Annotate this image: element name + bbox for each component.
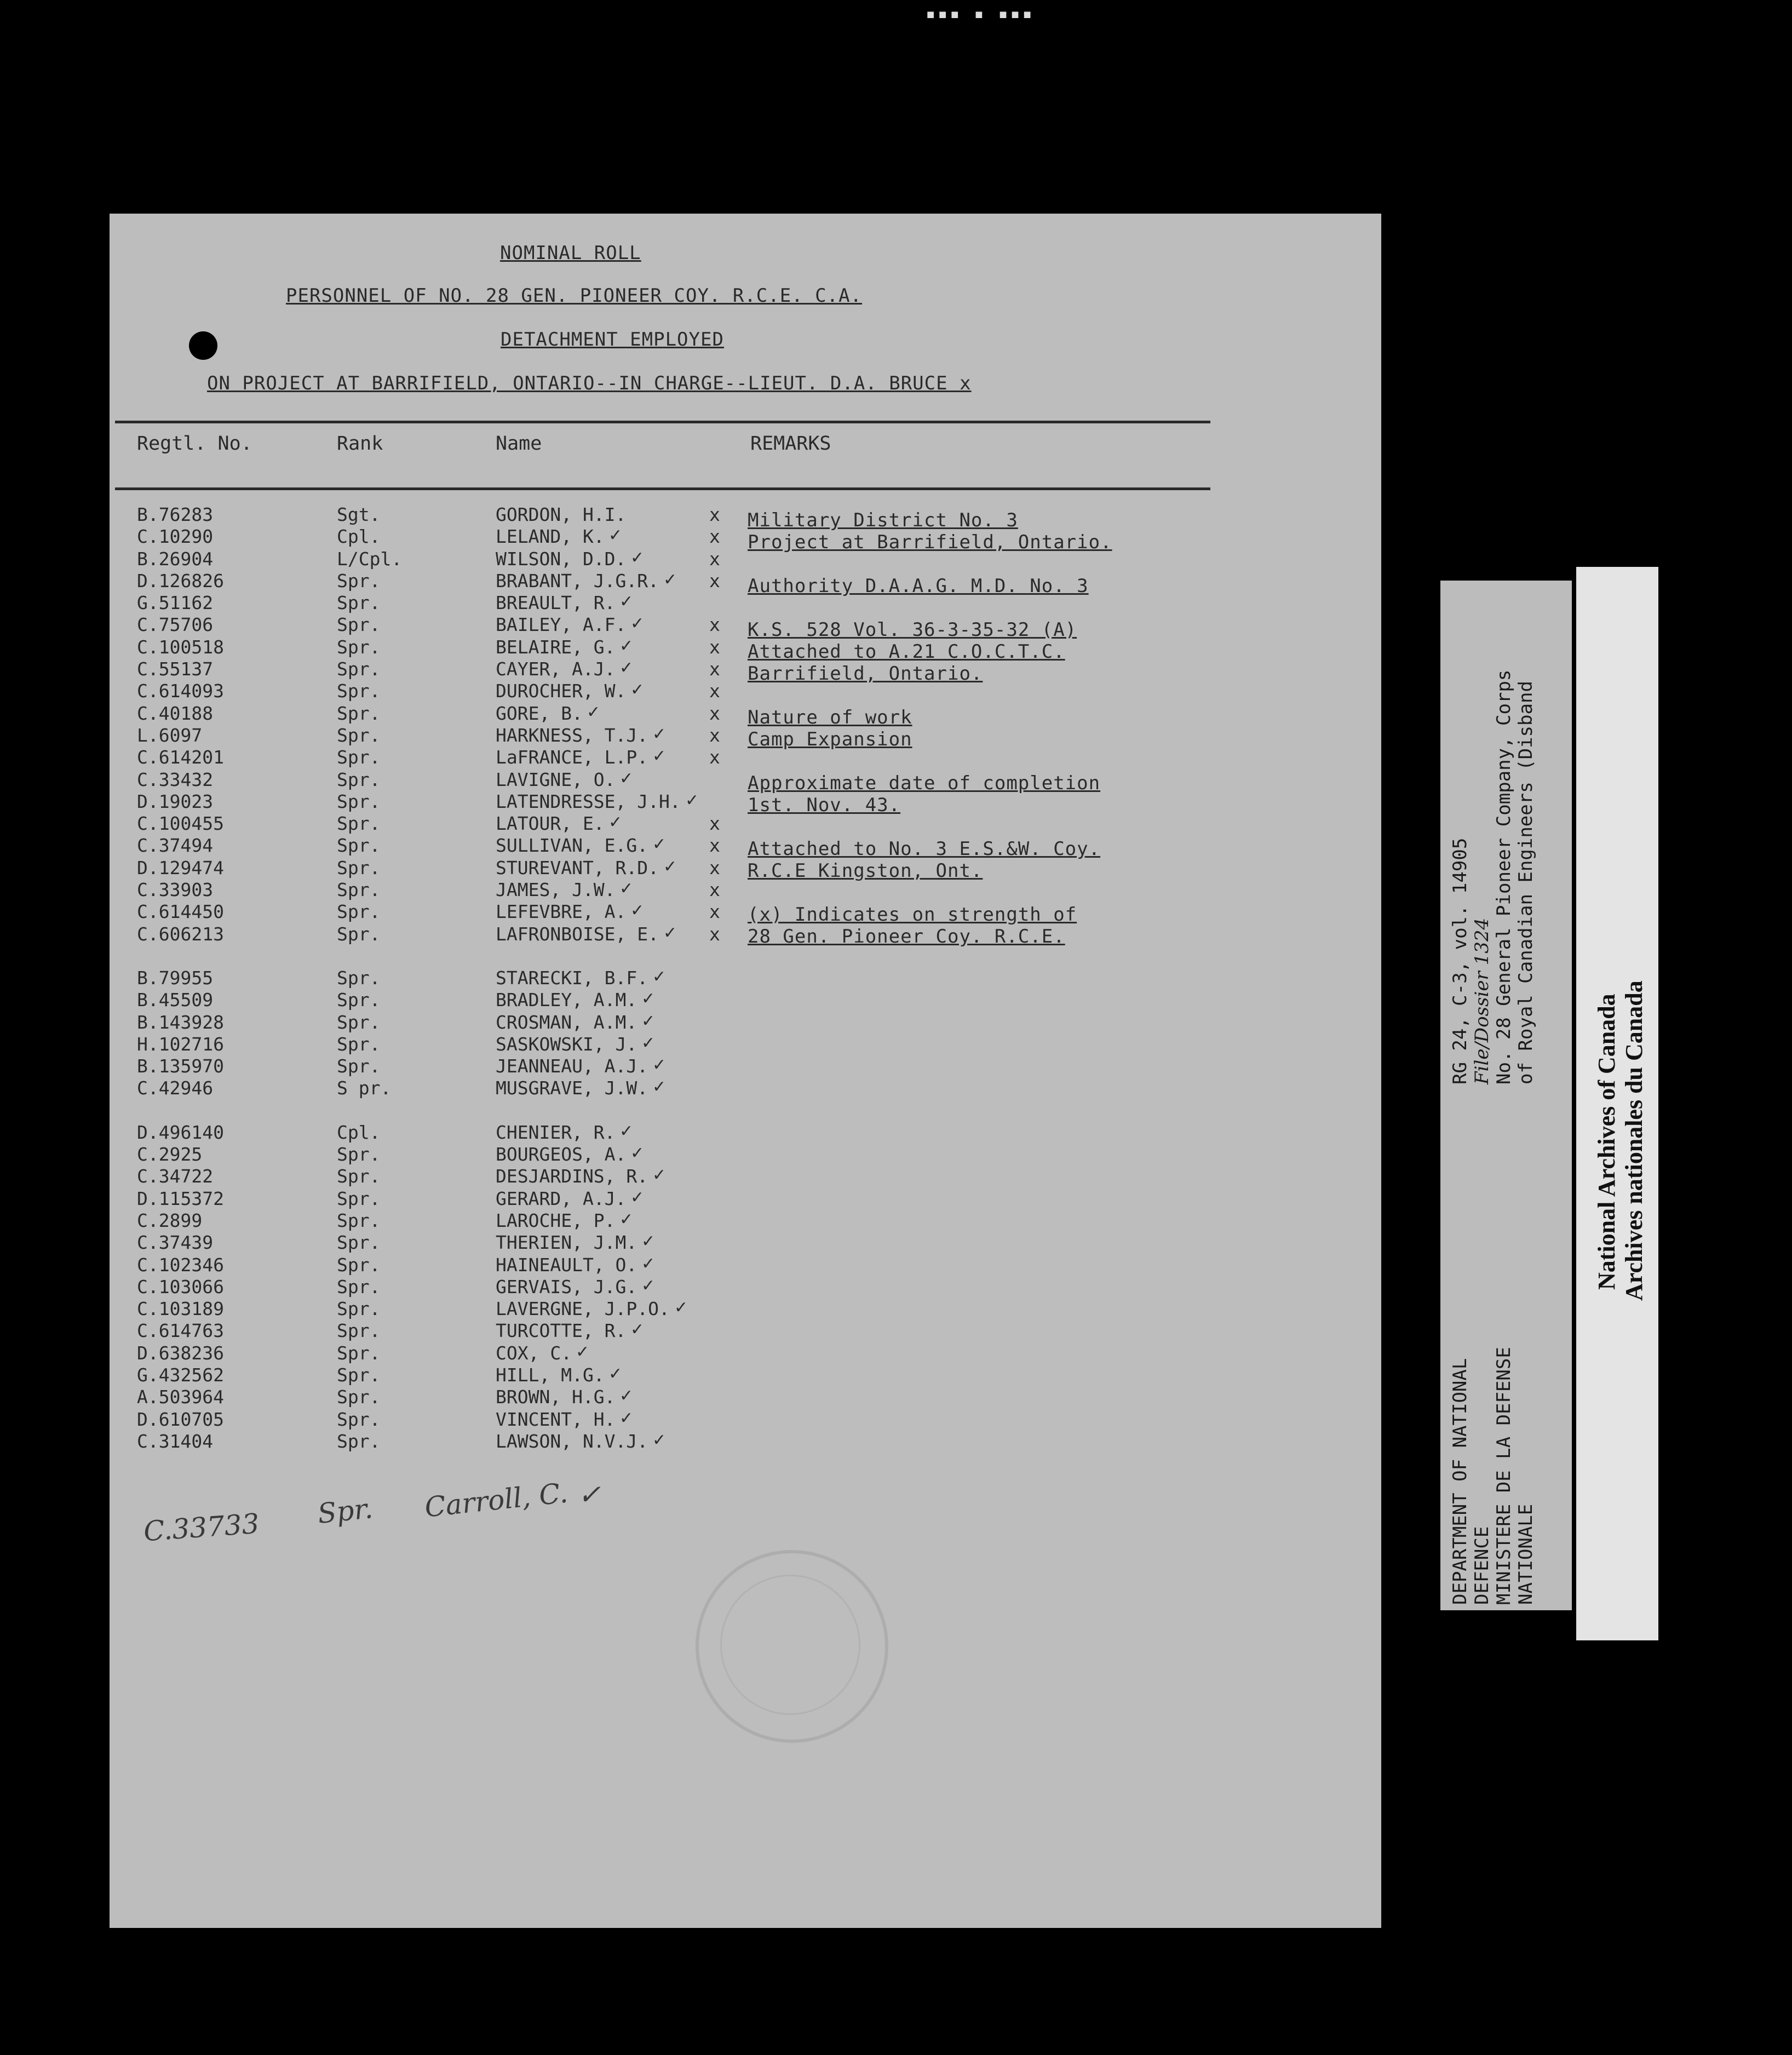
check-mark-icon: ✓	[630, 1188, 645, 1207]
name-cell: LAWSON, N.V.J.	[496, 1431, 648, 1452]
strength-mark: x	[709, 835, 720, 856]
table-row	[110, 923, 745, 945]
check-mark-icon: ✓	[652, 1077, 667, 1097]
regtl-no-cell: C.33903	[137, 879, 214, 900]
strength-mark: x	[709, 658, 720, 680]
check-mark-icon: ✓	[652, 1166, 667, 1185]
regtl-no-cell: B.135970	[137, 1055, 224, 1077]
rank-cell: Spr.	[337, 725, 381, 746]
table-row	[110, 1320, 745, 1342]
table-row	[110, 504, 745, 526]
regtl-no-cell: C.614763	[137, 1320, 224, 1341]
name-cell: WILSON, D.D.	[496, 548, 627, 570]
table-row	[110, 1342, 745, 1364]
remark-line: K.S. 528 Vol. 36-3-35-32 (A)	[748, 619, 1077, 641]
rank-cell: Spr.	[337, 901, 381, 922]
header-rule-top	[115, 421, 1210, 423]
strength-mark: x	[709, 548, 720, 570]
table-row	[110, 680, 745, 702]
regtl-no-cell: B.143928	[137, 1012, 224, 1033]
check-mark-icon: ✓	[663, 857, 677, 876]
strength-mark: x	[709, 703, 720, 724]
check-mark-icon: ✓	[663, 570, 677, 589]
handwritten-name: Carroll, C.	[423, 1477, 570, 1524]
check-mark-icon: ✓	[619, 1210, 634, 1229]
check-mark-icon: ✓	[619, 879, 634, 898]
regtl-no-cell: B.45509	[137, 989, 214, 1011]
regtl-no-cell: C.75706	[137, 614, 214, 635]
remark-line: Authority D.A.A.G. M.D. No. 3	[748, 575, 1089, 597]
table-row	[110, 658, 745, 680]
strength-mark: x	[709, 813, 720, 834]
table-row	[110, 1055, 745, 1077]
name-cell: DUROCHER, W.	[496, 680, 627, 702]
table-row	[110, 548, 745, 570]
table-row	[110, 1077, 745, 1099]
strength-mark: x	[709, 747, 720, 768]
rank-cell: Spr.	[337, 813, 381, 834]
archives-name-fr: Archives nationales du Canada	[1621, 980, 1647, 1301]
name-cell: LaFRANCE, L.P.	[496, 747, 648, 768]
strength-mark: x	[709, 526, 720, 547]
check-mark-icon: ✓	[619, 769, 634, 788]
table-row	[110, 1364, 745, 1386]
remark-line: (x) Indicates on strength of	[748, 904, 1077, 926]
handwritten-check: ✓	[578, 1479, 601, 1511]
department-line-4: NATIONALE	[1515, 1503, 1537, 1605]
table-row	[110, 769, 745, 791]
table-row	[110, 1012, 745, 1034]
regtl-no-cell: G.432562	[137, 1364, 224, 1386]
strength-mark: x	[709, 504, 720, 525]
strength-mark: x	[709, 923, 720, 945]
remark-line: Military District No. 3	[748, 509, 1018, 531]
name-cell: LAROCHE, P.	[496, 1210, 616, 1231]
regtl-no-cell: B.79955	[137, 967, 214, 989]
name-cell: THERIEN, J.M.	[496, 1232, 637, 1253]
department-line-3: MINISTERE DE LA DEFENSE	[1493, 1347, 1515, 1605]
name-cell: BRADLEY, A.M.	[496, 989, 637, 1011]
rank-cell: Spr.	[337, 680, 381, 702]
name-cell: BREAULT, R.	[496, 592, 616, 613]
regtl-no-cell: D.610705	[137, 1409, 224, 1430]
check-mark-icon: ✓	[608, 526, 623, 545]
check-mark-icon: ✓	[652, 725, 667, 744]
archives-name-en: National Archives of Canada	[1593, 994, 1620, 1290]
rank-cell: Spr.	[337, 1055, 381, 1077]
remark-line: Barrifield, Ontario.	[748, 663, 983, 685]
name-cell: GERARD, A.J.	[496, 1188, 627, 1209]
rank-cell: Cpl.	[337, 526, 381, 547]
rank-cell: Spr.	[337, 835, 381, 856]
check-mark-icon: ✓	[652, 747, 667, 766]
table-row	[110, 835, 745, 857]
check-mark-icon: ✓	[630, 548, 645, 567]
rank-cell: Spr.	[337, 570, 381, 592]
check-mark-icon: ✓	[652, 1431, 667, 1450]
strength-mark: x	[709, 614, 720, 635]
rank-cell: Spr.	[337, 1431, 381, 1452]
name-cell: CAYER, A.J.	[496, 658, 616, 680]
rank-cell: Spr.	[337, 658, 381, 680]
table-row	[110, 1188, 745, 1210]
regtl-no-cell: C.2899	[137, 1210, 203, 1231]
name-cell: HARKNESS, T.J.	[496, 725, 648, 746]
detachment-heading: DETACHMENT EMPLOYED	[501, 329, 724, 351]
check-mark-icon: ✓	[652, 1055, 667, 1075]
check-mark-icon: ✓	[630, 1144, 645, 1163]
check-mark-icon: ✓	[641, 989, 656, 1008]
check-mark-icon: ✓	[619, 1386, 634, 1405]
name-cell: DESJARDINS, R.	[496, 1166, 648, 1187]
document-page	[110, 214, 1381, 1928]
rank-cell: Spr.	[337, 614, 381, 635]
name-cell: LATOUR, E.	[496, 813, 605, 834]
column-name: Name	[496, 433, 542, 455]
rank-cell: Spr.	[337, 1232, 381, 1253]
rank-cell: Spr.	[337, 1166, 381, 1187]
check-mark-icon: ✓	[663, 923, 677, 943]
table-row	[110, 592, 745, 614]
check-mark-icon: ✓	[619, 1122, 634, 1141]
header-rule-bottom	[115, 487, 1210, 490]
name-cell: SULLIVAN, E.G.	[496, 835, 648, 856]
rank-cell: Spr.	[337, 592, 381, 613]
rank-cell: Spr.	[337, 967, 381, 989]
regtl-no-cell: B.26904	[137, 548, 214, 570]
regtl-no-cell: C.614450	[137, 901, 224, 922]
column-remarks: REMARKS	[750, 433, 831, 455]
regtl-no-cell: H.102716	[137, 1034, 224, 1055]
rank-cell: Spr.	[337, 923, 381, 945]
name-cell: COX, C.	[496, 1342, 572, 1364]
strength-mark: x	[709, 570, 720, 592]
remark-line: Camp Expansion	[748, 728, 912, 750]
regtl-no-cell: D.129474	[137, 857, 224, 879]
regtl-no-cell: C.33432	[137, 769, 214, 790]
check-mark-icon: ✓	[630, 1320, 645, 1339]
rank-cell: Spr.	[337, 747, 381, 768]
department-line-2: DEFENCE	[1471, 1526, 1493, 1605]
reference-line-4: of Royal Canadian Engineers (Disband	[1515, 681, 1537, 1084]
name-cell: VINCENT, H.	[496, 1409, 616, 1430]
name-cell: HAINEAULT, O.	[496, 1254, 637, 1276]
regtl-no-cell: A.503964	[137, 1386, 224, 1408]
table-row	[110, 1254, 745, 1276]
check-mark-icon: ✓	[619, 592, 634, 611]
rank-cell: Spr.	[337, 989, 381, 1011]
remark-line: Attached to No. 3 E.S.&W. Coy.	[748, 838, 1101, 860]
table-row	[110, 1210, 745, 1232]
regtl-no-cell: L.6097	[137, 725, 203, 746]
rank-cell: Spr.	[337, 1386, 381, 1408]
strength-mark: x	[709, 680, 720, 702]
table-row	[110, 989, 745, 1011]
table-row	[110, 1298, 745, 1320]
regtl-no-cell: C.606213	[137, 923, 224, 945]
check-mark-icon: ✓	[652, 967, 667, 986]
name-cell: LATENDRESSE, J.H.	[496, 791, 681, 812]
regtl-no-cell: C.40188	[137, 703, 214, 724]
project-heading: ON PROJECT AT BARRIFIELD, ONTARIO--IN CHARGE--LIEUT. D.A. BRUCE x	[207, 372, 972, 394]
reference-line-2: File/Dossier 1324	[1471, 917, 1493, 1084]
name-cell: BAILEY, A.F.	[496, 614, 627, 635]
film-edge-marks: ▪▪▪ ▪ ▪▪▪	[926, 4, 1035, 24]
department-line-1: DEPARTMENT OF NATIONAL	[1449, 1358, 1471, 1605]
table-row	[110, 1166, 745, 1187]
rank-cell: Spr.	[337, 1342, 381, 1364]
name-cell: LAFRONBOISE, E.	[496, 923, 659, 945]
table-row	[110, 791, 745, 813]
check-mark-icon: ✓	[641, 1034, 656, 1053]
check-mark-icon: ✓	[619, 636, 634, 656]
name-cell: LELAND, K.	[496, 526, 605, 547]
rank-cell: Spr.	[337, 769, 381, 790]
name-cell: BROWN, H.G.	[496, 1386, 616, 1408]
check-mark-icon: ✓	[576, 1342, 590, 1362]
reference-line-3: No. 28 General Pioneer Company, Corps	[1493, 669, 1515, 1084]
table-row	[110, 1122, 745, 1144]
column-regtl-no: Regtl. No.	[137, 433, 252, 455]
check-mark-icon: ✓	[641, 1276, 656, 1295]
name-cell: HILL, M.G.	[496, 1364, 605, 1386]
rank-cell: Spr.	[337, 879, 381, 900]
check-mark-icon: ✓	[630, 614, 645, 633]
strength-mark: x	[709, 636, 720, 658]
remark-line: R.C.E Kingston, Ont.	[748, 860, 983, 882]
name-cell: LAVIGNE, O.	[496, 769, 616, 790]
check-mark-icon: ✓	[641, 1012, 656, 1031]
remark-line: 28 Gen. Pioneer Coy. R.C.E.	[748, 926, 1065, 948]
check-mark-icon: ✓	[641, 1232, 656, 1251]
name-cell: MUSGRAVE, J.W.	[496, 1077, 648, 1099]
table-row	[110, 1144, 745, 1166]
strength-mark: x	[709, 879, 720, 900]
rank-cell: Spr.	[337, 1320, 381, 1341]
name-cell: JEANNEAU, A.J.	[496, 1055, 648, 1077]
table-row	[110, 1431, 745, 1453]
remark-line: Approximate date of completion	[748, 772, 1101, 794]
doc-title: NOMINAL ROLL	[500, 242, 641, 264]
regtl-no-cell: C.10290	[137, 526, 214, 547]
table-row	[110, 857, 745, 879]
rank-cell: Spr.	[337, 1144, 381, 1165]
regtl-no-cell: C.103189	[137, 1298, 224, 1319]
regtl-no-cell: C.100455	[137, 813, 224, 834]
table-row	[110, 614, 745, 636]
regtl-no-cell: C.34722	[137, 1166, 214, 1187]
archive-reference-label	[1440, 581, 1572, 1610]
table-row	[110, 570, 745, 592]
regtl-no-cell: C.102346	[137, 1254, 224, 1276]
rank-cell: Spr.	[337, 703, 381, 724]
rank-cell: Spr.	[337, 1298, 381, 1319]
name-cell: STUREVANT, R.D.	[496, 857, 659, 879]
check-mark-icon: ✓	[619, 658, 634, 678]
name-cell: GORE, B.	[496, 703, 583, 724]
check-mark-icon: ✓	[652, 835, 667, 854]
strength-mark: x	[709, 725, 720, 746]
regtl-no-cell: C.42946	[137, 1077, 214, 1099]
regtl-no-cell: C.614201	[137, 747, 224, 768]
rank-cell: Spr.	[337, 1012, 381, 1033]
table-row	[110, 747, 745, 768]
rank-cell: Sgt.	[337, 504, 381, 525]
rank-cell: Spr.	[337, 1254, 381, 1276]
regtl-no-cell: C.37439	[137, 1232, 214, 1253]
rank-cell: S pr.	[337, 1077, 392, 1099]
table-row	[110, 725, 745, 747]
regtl-no-cell: C.100518	[137, 636, 224, 658]
regtl-no-cell: G.51162	[137, 592, 214, 613]
table-row	[110, 901, 745, 923]
regtl-no-cell: D.115372	[137, 1188, 224, 1209]
regtl-no-cell: C.31404	[137, 1431, 214, 1452]
remark-line: Project at Barrifield, Ontario.	[748, 531, 1112, 553]
regtl-no-cell: C.2925	[137, 1144, 203, 1165]
strength-mark: x	[709, 901, 720, 922]
handwritten-regtl-no: C.33733	[142, 1507, 261, 1548]
rank-cell: Spr.	[337, 1409, 381, 1430]
name-cell: CROSMAN, A.M.	[496, 1012, 637, 1033]
name-cell: LAVERGNE, J.P.O.	[496, 1298, 670, 1319]
table-row	[110, 1232, 745, 1254]
check-mark-icon: ✓	[685, 791, 699, 810]
rank-cell: Spr.	[337, 791, 381, 812]
name-cell: SASKOWSKI, J.	[496, 1034, 637, 1055]
rank-cell: Spr.	[337, 1364, 381, 1386]
table-row	[110, 526, 745, 548]
table-row	[110, 1034, 745, 1055]
regtl-no-cell: C.37494	[137, 835, 214, 856]
check-mark-icon: ✓	[641, 1254, 656, 1273]
remark-line: Attached to A.21 C.O.C.T.C.	[748, 641, 1065, 663]
rank-cell: Spr.	[337, 1276, 381, 1298]
check-mark-icon: ✓	[619, 1409, 634, 1428]
rank-cell: L/Cpl.	[337, 548, 403, 570]
table-row	[110, 703, 745, 725]
regtl-no-cell: B.76283	[137, 504, 214, 525]
name-cell: LEFEVBRE, A.	[496, 901, 627, 922]
rank-cell: Spr.	[337, 1188, 381, 1209]
regtl-no-cell: D.19023	[137, 791, 214, 812]
strength-mark: x	[709, 857, 720, 879]
remark-line: Nature of work	[748, 707, 912, 728]
check-mark-icon: ✓	[674, 1298, 688, 1317]
rank-cell: Cpl.	[337, 1122, 381, 1143]
check-mark-icon: ✓	[587, 703, 601, 722]
remark-line: 1st. Nov. 43.	[748, 794, 901, 816]
check-mark-icon: ✓	[608, 1364, 623, 1384]
regtl-no-cell: D.126826	[137, 570, 224, 592]
regtl-no-cell: D.496140	[137, 1122, 224, 1143]
table-row	[110, 636, 745, 658]
doc-subtitle: PERSONNEL OF NO. 28 GEN. PIONEER COY. R.C.E. C.A.	[286, 285, 863, 307]
rank-cell: Spr.	[337, 636, 381, 658]
rank-cell: Spr.	[337, 857, 381, 879]
punch-hole	[189, 331, 217, 360]
regtl-no-cell: C.55137	[137, 658, 214, 680]
table-row	[110, 1386, 745, 1408]
name-cell: GORDON, H.I.	[496, 504, 627, 525]
table-row	[110, 1276, 745, 1298]
name-cell: BELAIRE, G.	[496, 636, 616, 658]
check-mark-icon: ✓	[630, 901, 645, 920]
table-row	[110, 967, 745, 989]
reference-line-1: RG 24, C-3, vol. 14905	[1449, 837, 1471, 1084]
name-cell: BOURGEOS, A.	[496, 1144, 627, 1165]
name-cell: STARECKI, B.F.	[496, 967, 648, 989]
table-row	[110, 879, 745, 901]
rank-cell: Spr.	[337, 1034, 381, 1055]
regtl-no-cell: D.638236	[137, 1342, 224, 1364]
name-cell: JAMES, J.W.	[496, 879, 616, 900]
name-cell: TURCOTTE, R.	[496, 1320, 627, 1341]
rank-cell: Spr.	[337, 1210, 381, 1231]
table-row	[110, 1409, 745, 1431]
column-rank: Rank	[337, 433, 383, 455]
check-mark-icon: ✓	[630, 680, 645, 699]
faint-stamp-inner	[720, 1575, 860, 1715]
table-row	[110, 813, 745, 835]
name-cell: CHENIER, R.	[496, 1122, 616, 1143]
name-cell: BRABANT, J.G.R.	[496, 570, 659, 592]
handwritten-rank: Spr.	[316, 1492, 375, 1530]
name-cell: GERVAIS, J.G.	[496, 1276, 637, 1298]
check-mark-icon: ✓	[608, 813, 623, 832]
regtl-no-cell: C.103066	[137, 1276, 224, 1298]
national-archives-tab	[1576, 567, 1658, 1640]
regtl-no-cell: C.614093	[137, 680, 224, 702]
